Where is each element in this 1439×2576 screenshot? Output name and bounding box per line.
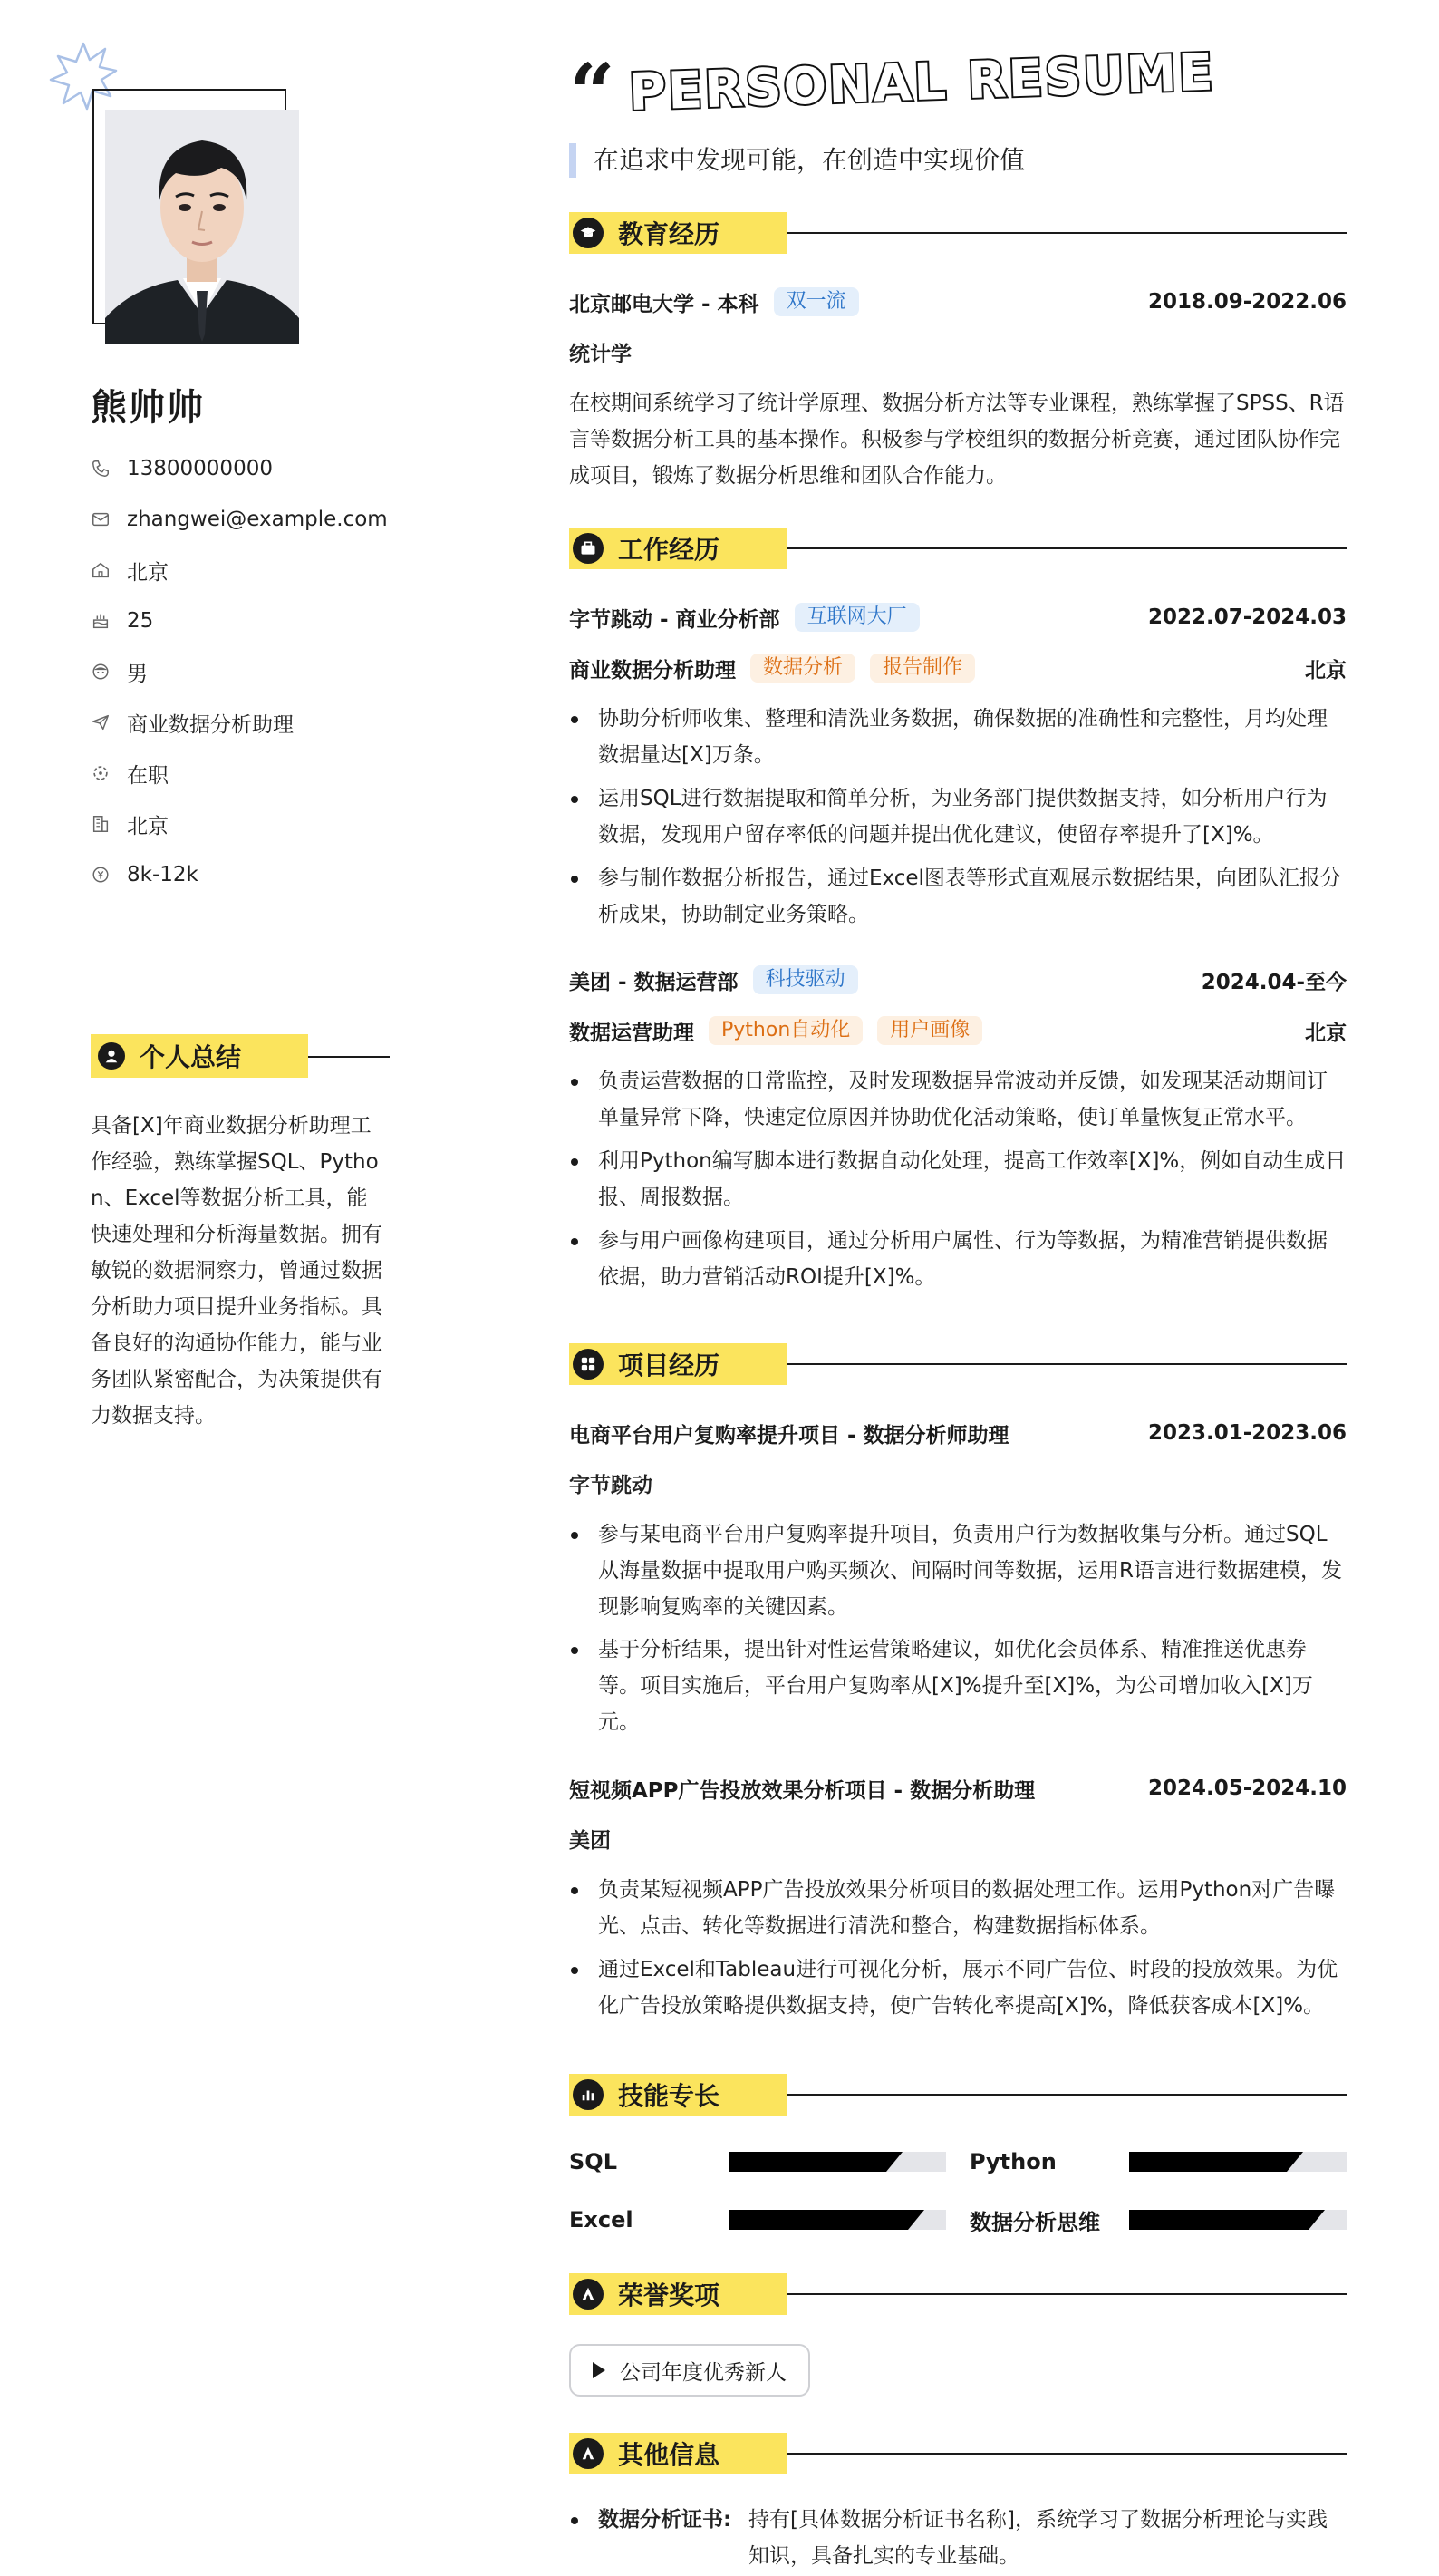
other-heading-pill <box>569 2433 787 2474</box>
education-description: 在校期间系统学习了统计学原理、数据分析方法等专业课程，熟练掌握了SPSS、R语言等数据分析工具的基本操作。积极参与学校组织的数据分析竞赛，通过团队协作完成项目，锻炼了数据分析思维和团队合作能力。 <box>569 392 1345 488</box>
job-bullet: 负责运营数据的日常监控，及时发现数据异常波动并反馈，如发现某活动期间订单量异常下降，快速定位原因并协助优化活动策略，使订单量恢复正常水平。 <box>569 1063 1347 1136</box>
job-bullet: 参与用户画像构建项目，通过分析用户属性、行为等数据，为精准营销提供数据依据，助力营销活动ROI提升[X]%。 <box>569 1223 1347 1295</box>
project-org: 字节跳动 <box>569 1474 652 1497</box>
project-bullet: 负责某短视频APP广告投放效果分析项目的数据处理工作。运用Python对广告曝光、点击、转化等数据进行清洗和整合，构建数据指标体系。 <box>569 1872 1347 1944</box>
other-heading-label: 其他信息 <box>618 2440 720 2470</box>
project-bullet: 基于分析结果，提出针对性运营策略建议，如优化会员体系、精准推送优惠券等。项目实施后，平台用户复购率从[X]%提升至[X]%，为公司增加收入[X]万元。 <box>569 1632 1347 1740</box>
skills-heading-rule <box>787 2094 1347 2096</box>
education-heading-rule <box>787 232 1347 234</box>
job-company-tag: 科技驱动 <box>753 965 858 994</box>
skill-item <box>569 2146 946 2177</box>
skill-name: Python <box>970 2149 1057 2174</box>
skill-bar-fill <box>729 2210 924 2230</box>
job-role-row <box>569 1015 1347 1046</box>
summary-heading <box>91 1034 390 1078</box>
projects-heading-pill <box>569 1343 787 1385</box>
graduation-cap-icon <box>573 218 604 248</box>
other-section-heading <box>569 2433 1347 2474</box>
slogan: 在追求中发现可能，在创造中实现价值 <box>594 145 1026 175</box>
education-section-heading <box>569 212 1347 254</box>
contact-age <box>91 607 153 634</box>
skill-bar-fill <box>1129 2152 1303 2172</box>
summary-heading-rule <box>308 1056 390 1058</box>
city-text: 北京 <box>127 814 169 838</box>
education-heading-label: 教育经历 <box>618 219 720 249</box>
avatar <box>105 110 299 344</box>
skill-name: Excel <box>569 2207 633 2232</box>
other-info-key: 数据分析证书: <box>598 2508 732 2532</box>
job-bullet: 协助分析师收集、整理和清洗业务数据，确保数据的准确性和完整性，月均处理数据量达[X]万条。 <box>569 701 1347 773</box>
job-date: 2024.04-至今 <box>1201 970 1347 994</box>
job-city: 北京 <box>1305 658 1347 683</box>
slogan-bar <box>569 143 576 178</box>
home-icon <box>91 560 111 580</box>
job-role: 商业数据分析助理 <box>569 658 736 683</box>
project-name: 短视频APP广告投放效果分析项目 - 数据分析助理 <box>569 1778 1036 1803</box>
contact-gender <box>91 658 148 685</box>
summary-heading-label: 个人总结 <box>140 1042 242 1072</box>
play-icon <box>593 2362 605 2378</box>
skill-name: 数据分析思维 <box>970 2209 1100 2235</box>
award-icon <box>573 2279 604 2310</box>
user-icon <box>98 1042 125 1070</box>
skill-bar <box>729 2152 946 2172</box>
honors-section-heading <box>569 2273 1347 2315</box>
project-org: 美团 <box>569 1829 611 1853</box>
phone-icon <box>91 459 111 479</box>
project-name: 电商平台用户复购率提升项目 - 数据分析师助理 <box>569 1423 1009 1448</box>
skill-bar-fill <box>1129 2210 1325 2230</box>
job-role: 数据运营助理 <box>569 1021 694 1045</box>
job-bullet: 运用SQL进行数据提取和简单分析，为业务部门提供数据支持，如分析用户行为数据，发现用户留存率低的问题并提出优化建议，使留存率提升了[X]%。 <box>569 780 1347 853</box>
project-bullet: 参与某电商平台用户复购率提升项目，负责用户行为数据收集与分析。通过SQL从海量数据中提取用户购买频次、间隔时间等数据，运用R语言进行数据建模，发现影响复购率的关键因素。 <box>569 1516 1347 1625</box>
contact-position <box>91 709 294 736</box>
profile-name: 熊帅帅 <box>91 387 205 429</box>
phone-text: 13800000000 <box>127 457 273 480</box>
award-text: 公司年度优秀新人 <box>620 2360 787 2385</box>
project-date: 2024.05-2024.10 <box>1147 1777 1347 1800</box>
cake-icon <box>91 611 111 631</box>
skill-item <box>970 2204 1347 2235</box>
contact-email <box>91 506 388 533</box>
education-row <box>569 286 1347 317</box>
other-info-value: 持有[具体数据分析证书名称]，系统学习了数据分析理论与实践知识，具备扎实的专业基础。 <box>748 2508 1328 2568</box>
job-company: 字节跳动 - 商业分析部 <box>569 607 780 632</box>
job-header <box>569 964 1347 995</box>
skill-bar-fill <box>729 2152 903 2172</box>
info-icon <box>573 2438 604 2469</box>
other-heading-rule <box>787 2453 1347 2455</box>
email-text: zhangwei@example.com <box>127 508 388 531</box>
school-tag: 双一流 <box>774 287 859 316</box>
gender-text: 男 <box>127 662 148 686</box>
project-header <box>569 1418 1347 1448</box>
skill-item <box>569 2204 946 2235</box>
skills-heading-pill <box>569 2074 787 2116</box>
work-heading-label: 工作经历 <box>618 535 720 565</box>
education-major: 统计学 <box>569 343 632 366</box>
projects-section-heading <box>569 1343 1347 1385</box>
skill-item <box>970 2146 1347 2177</box>
school-name: 北京邮电大学 - 本科 <box>569 292 759 316</box>
skills-heading-label: 技能专长 <box>618 2081 720 2111</box>
honors-heading-label: 荣誉奖项 <box>618 2281 720 2310</box>
projects-heading-label: 项目经历 <box>618 1351 720 1380</box>
salary-text: 8k-12k <box>127 863 198 886</box>
status-icon <box>91 763 111 783</box>
bullet-dot <box>571 2517 578 2524</box>
mail-icon <box>91 509 111 529</box>
honors-heading-rule <box>787 2293 1347 2295</box>
job-company-tag: 互联网大厂 <box>795 603 920 632</box>
job-bullet: 参与制作数据分析报告，通过Excel图表等形式直观展示数据结果，向团队汇报分析成果，协助制定业务策略。 <box>569 860 1347 933</box>
honors-heading-pill <box>569 2273 787 2315</box>
education-heading-pill <box>569 212 787 254</box>
job-skill-tag: 用户画像 <box>877 1016 982 1045</box>
contact-phone <box>91 455 273 482</box>
grid-icon <box>573 1349 604 1380</box>
status-text: 在职 <box>127 763 169 788</box>
gender-icon <box>91 662 111 682</box>
project-header <box>569 1773 1347 1804</box>
contact-location <box>91 557 169 584</box>
job-city: 北京 <box>1305 1021 1347 1045</box>
job-skill-tag: 报告制作 <box>870 654 975 683</box>
contact-salary <box>91 861 198 888</box>
contact-city <box>91 810 169 838</box>
job-skill-tag: Python自动化 <box>709 1016 863 1045</box>
job-skill-tag: 数据分析 <box>750 654 855 683</box>
quote-mark-icon: “ <box>569 45 615 140</box>
money-icon <box>91 865 111 885</box>
job-date: 2022.07-2024.03 <box>1147 605 1347 629</box>
page-title: PERSONAL RESUME <box>627 43 1216 122</box>
skills-section-heading <box>569 2074 1347 2116</box>
skill-bar <box>1129 2210 1347 2230</box>
work-heading-rule <box>787 547 1347 549</box>
projects-heading-rule <box>787 1363 1347 1365</box>
age-text: 25 <box>127 609 154 633</box>
send-icon <box>91 712 111 732</box>
job-company: 美团 - 数据运营部 <box>569 970 739 994</box>
summary-heading-pill <box>91 1034 308 1078</box>
education-date: 2018.09-2022.06 <box>1147 290 1347 314</box>
award-chip <box>569 2344 810 2397</box>
project-date: 2023.01-2023.06 <box>1147 1421 1347 1445</box>
work-section-heading <box>569 528 1347 569</box>
building-icon <box>91 814 111 834</box>
contact-status <box>91 760 169 787</box>
skill-name: SQL <box>569 2149 617 2174</box>
work-heading-pill <box>569 528 787 569</box>
chart-icon <box>573 2079 604 2110</box>
job-role-row <box>569 653 1347 683</box>
location-text: 北京 <box>127 560 169 585</box>
skill-bar <box>1129 2152 1347 2172</box>
briefcase-icon <box>573 533 604 564</box>
summary-text: 具备[X]年商业数据分析助理工作经验，熟练掌握SQL、Python、Excel等数据分析工具，能快速处理和分析海量数据。拥有敏锐的数据洞察力，曾通过数据分析助力项目提升业务指标。具备良好的沟通协作能力，能与业务团队紧密配合，为决策提供有力数据支持。 <box>91 1114 382 1428</box>
job-bullet: 利用Python编写脚本进行数据自动化处理，提高工作效率[X]%，例如自动生成日报、周报数据。 <box>569 1143 1347 1215</box>
project-bullet: 通过Excel和Tableau进行可视化分析，展示不同广告位、时段的投放效果。为优化广告投放策略提供数据支持，使广告转化率提高[X]%，降低获客成本[X]%。 <box>569 1951 1347 2024</box>
job-header <box>569 602 1347 633</box>
position-text: 商业数据分析助理 <box>127 712 294 737</box>
skill-bar <box>729 2210 946 2230</box>
